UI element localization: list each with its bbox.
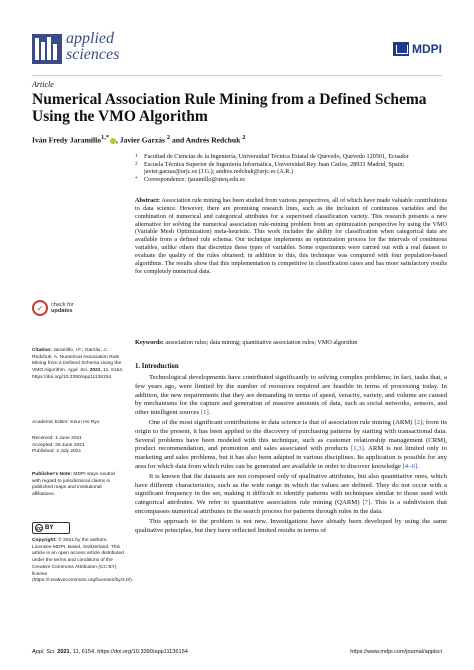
journal-logo-icon [32, 34, 62, 64]
copyright-notice: Copyright: © 2021 by the authors. Licensee MDPI, Basel, Switzerland. This article is an open access article distributed under the terms and conditions of the Creative Commons Attribution (CC BY) license (https://creativecommons.org/licenses/by/4.0/). [32, 538, 134, 584]
citation-link[interactable]: [7] [362, 499, 371, 507]
abstract: Abstract: Association rule mining has been studied from various perspectives, all of which have made valuable contributions to data science. However, there are promising research lines, such as the inclusion of continuous variables and the combination of numerical and categorical attributes for a supervised classification variety. This research presents a new alternative for solving the numerical association rule-mining problem from an optimization perspective by using the VMO (Variable Mesh Optimization) meta-heuristic. This work includes the ability for classification when categorical data are available from a defined rule schema. Our technique implements an optimization process for the intervals of continuous variables, unlike others that discretize these types of variables. Some experiments were carried out with a real dataset to evaluate the quality of the rules obtained; in addition to this, this technique was compared with four population-based algorithms. The results show that this implementation is competitive in classification cases and has more satisfactory results for completely numerical data. [135, 197, 447, 275]
author-name[interactable]: Iván Fredy Jaramillo [32, 135, 102, 145]
body-text [135, 374, 447, 536]
article-type: Article [32, 80, 54, 89]
author-name[interactable]: , Javier Garzás [115, 135, 165, 145]
paragraph: It is known that the datasets are not composed only of qualitative attributes, but also quantitative ones, which have different characteristics, such as the wide range in which the values are defined. They do not occur with a significant frequency in the set, making it difficult to identify patterns with techniques similar to those used with categorical attributes. We refer to quantitative association rule mining (QARM) [7]. This is a subdivision that encompasses numerical attributes in the search process for patterns through rules in the data. [135, 472, 447, 515]
cc-icon: cc [36, 526, 42, 532]
citation-link[interactable]: [2] [414, 418, 423, 426]
journal-url-link[interactable]: https://www.mdpi.com/journal/applsci [350, 649, 442, 655]
page-footer [32, 649, 442, 655]
publisher-logo: MDPI [393, 42, 442, 56]
cc-license-badge[interactable]: cc BY [32, 522, 70, 534]
header-divider [32, 75, 442, 76]
publisher-note: Publisher's Note: MDPI stays neutral with regard to jurisdictional claims in published maps and institutional affiliations. [32, 472, 115, 498]
footer-citation: Appl. Sci. 2021, 11, 6154. https://doi.org/10.3390/app11136154 [32, 649, 188, 655]
correspondence: * Correspondence: ijaramillo@uteq.edu.ec [135, 175, 246, 183]
citation-block: Citation: Jaramillo, I.F.; Garzás, J.; Redchuk, A. Numerical Association Rule Mining from a Defined Schema Using the VMO Algorithm. Appl. Sci. 2021, 11, 6154. https://doi.org/10.3390/app11136154 [32, 348, 124, 380]
check-for-updates-button[interactable]: ✓ check for updates [32, 300, 74, 316]
paragraph: One of the most significant contributions to data science is that of association rule mining (ARM) [2]; from its origin to the present, it has been applied to the discovery of purchasing patterns by starting with transactional data. Several problems have been modeled with this technique, such as customer relationship management (CRM), product recommendation, and promotion and sales associated with products [1,3]. ARM is not limited only to marketing and sales problems, but it has also been adapted in various disciplines. Its application is possible for any area for which data from which rules can be generated are available in order to discover knowledge [4–6]. [135, 418, 447, 470]
keywords: Keywords: association rules; data mining; quantitative association rules; VMO algorithm [135, 339, 358, 346]
paragraph: This approach to the problem is not new. Investigations have already been developed by using the same qualitative principles, but they have reflected limited results in terms of [135, 517, 447, 534]
affiliation-item: 2 Escuela Técnica Superior de Ingeniería Informática, Universidad Rey Juan Carlos, 28933 Madrid, Spain; javier.garzas@urjc.es (J.G.); andres.redchuk@urjc.es (A.R.) [135, 160, 405, 176]
citation-link[interactable]: [4–6] [402, 462, 418, 470]
author-name[interactable]: and Andrés Redchuk [170, 135, 241, 145]
article-title: Numerical Association Rule Mining from a Defined Schema Using the VMO Algorithm [32, 91, 427, 125]
paragraph: Technological developments have contributed significantly to solving complex problems; in fact, tasks that, a few years ago, were limited by the number of resources required are feasible in terms of processing today. In addition, the new requirements that they are demanding in terms of speed, veracity, variety, and volume are caused by mechanisms for the capture and generation of massive amounts of data, such as social networks, sensors, and other intelligent sources [1]. [135, 374, 447, 417]
mdpi-logo-icon [393, 42, 409, 56]
academic-editor: Academic Editor: Keun Ho Ryu [32, 420, 100, 425]
journal-name: applied sciences [66, 30, 120, 63]
section-heading: 1. Introduction [135, 363, 179, 370]
citation-link[interactable]: [1,3] [351, 445, 364, 453]
affiliations [135, 153, 445, 183]
check-updates-icon: ✓ [32, 300, 48, 316]
citation-link[interactable]: [1] [200, 409, 209, 417]
affiliation-item: 1 Facultad de Ciencias de la Ingeniería, Universidad Técnica Estatal de Quevedo, Quevedo 120501, Ecuador [135, 153, 409, 160]
publication-dates: Received: 1 June 2021 Accepted: 25 June 2021 Published: 2 July 2021 [32, 436, 85, 455]
author-list: Iván Fredy Jaramillo$^{1,*}$ , Javier Garzás $^2$ and Andrés Redchuk $^2$ [32, 134, 246, 145]
